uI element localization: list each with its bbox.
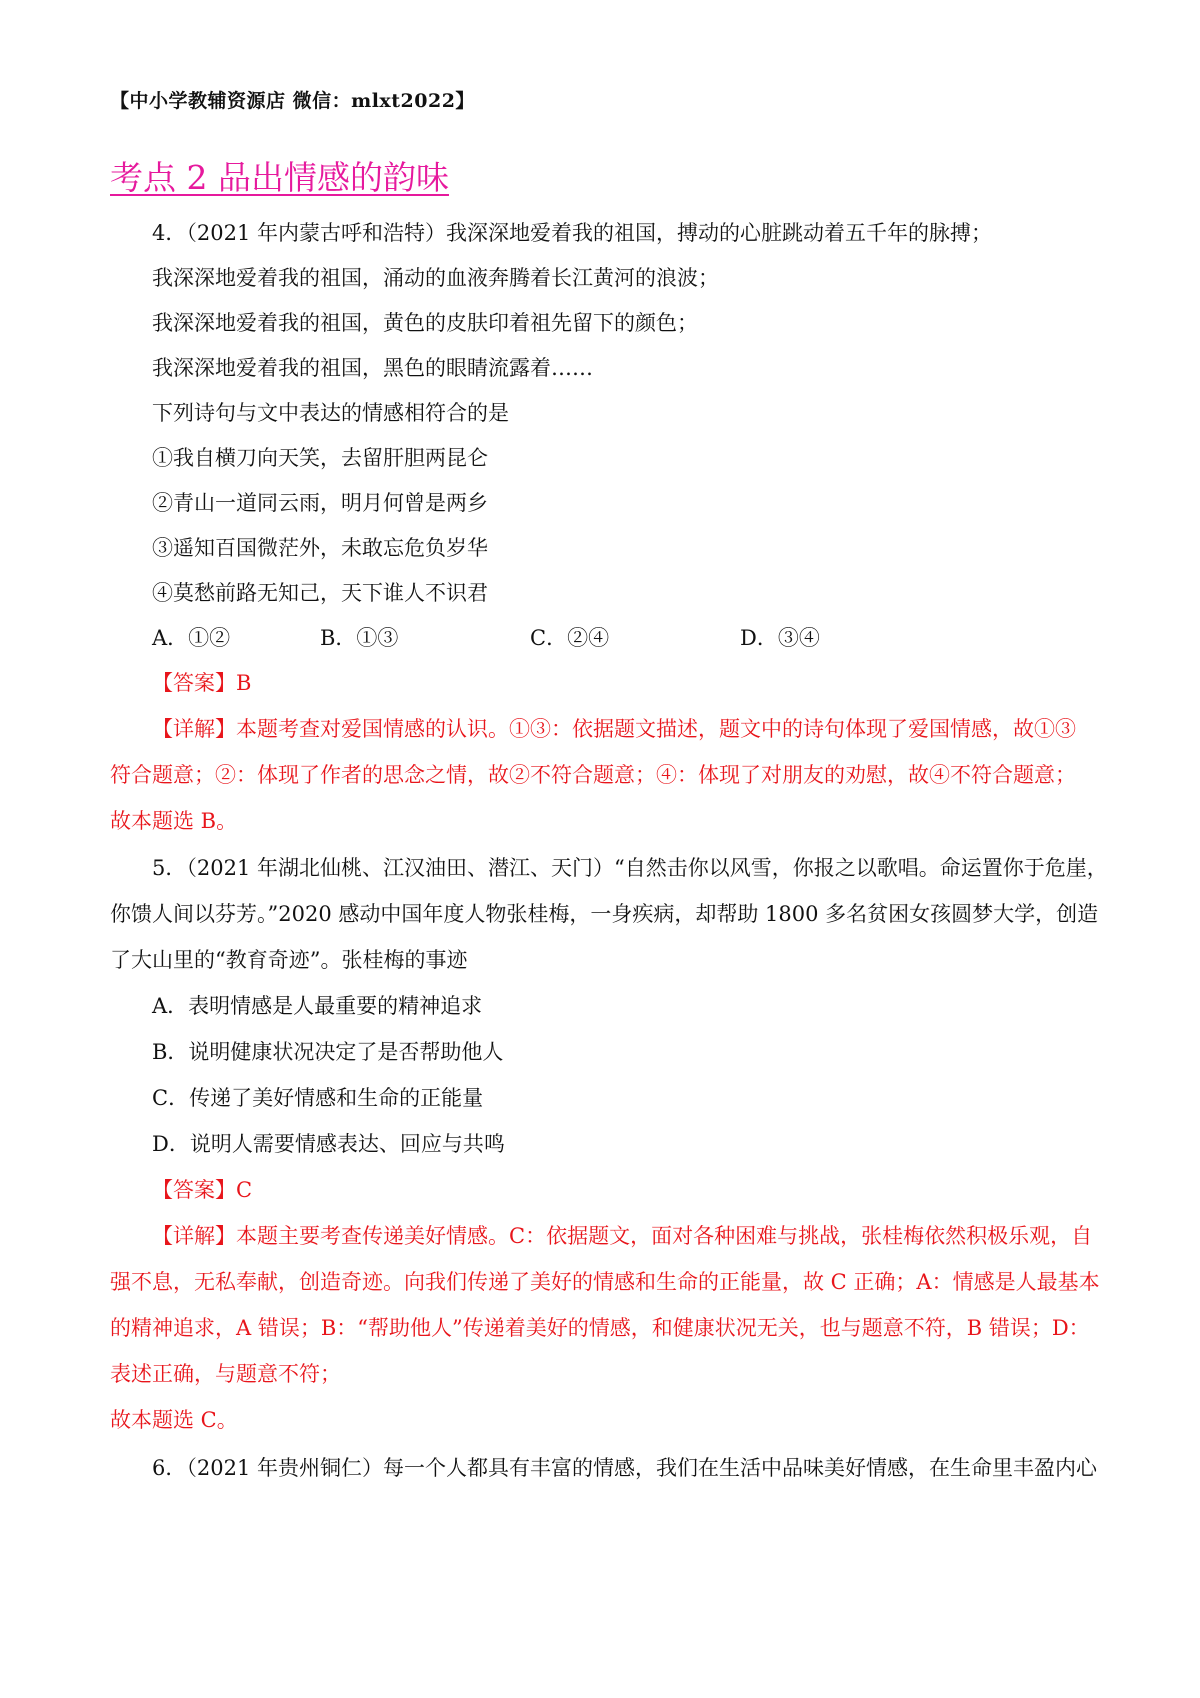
q4-stem: 4．（2021 年内蒙古呼和浩特）我深深地爱着我的祖国，搏动的心脏跳动着五千年的脉搏；: [152, 221, 992, 245]
header-note: 【中小学教辅资源店 微信：mlxt2022】: [110, 90, 475, 112]
q5-stem-line: 了大山里的“教育奇迹”。张桂梅的事迹: [110, 948, 468, 972]
q4-answer: 【答案】B: [152, 671, 252, 695]
q4-prompt: 下列诗句与文中表达的情感相符合的是: [152, 401, 509, 425]
q5-option-d: D．说明人需要情感表达、回应与共鸣: [152, 1132, 505, 1156]
q4-explain-line: 符合题意；②：体现了作者的思念之情，故②不符合题意；④：体现了对朋友的劝慰，故④不符合题意；: [110, 763, 1076, 787]
section-title: 考点 2 品出情感的韵味: [110, 158, 449, 197]
q4-option-d: D．③④: [740, 626, 820, 650]
q5-option-c: C．传递了美好情感和生命的正能量: [152, 1086, 484, 1110]
q5-explain-line: 的精神追求，A 错误；B：“帮助他人”传递着美好的情感，和健康状况无关，也与题意不符，B 错误；D：: [110, 1316, 1090, 1340]
q5-stem-line: 你馈人间以芬芳。”2020 感动中国年度人物张桂梅，一身疾病，却帮助 1800 多名贫困女孩圆梦大学，创造: [110, 902, 1099, 926]
q4-option-b: B．①③: [320, 626, 399, 650]
q5-explain-line: 【详解】本题主要考查传递美好情感。C：依据题文，面对各种困难与挑战，张桂梅依然积极乐观，自: [152, 1224, 1093, 1248]
q4-explain-line: 【详解】本题考查对爱国情感的认识。①③：依据题文描述，题文中的诗句体现了爱国情感，故①③: [152, 717, 1076, 741]
q4-option-c: C．②④: [530, 626, 610, 650]
q6-stem: 6．（2021 年贵州铜仁）每一个人都具有丰富的情感，我们在生活中品味美好情感，在生命里丰盈内心: [152, 1456, 1097, 1480]
q5-explain-line: 强不息，无私奉献，创造奇迹。向我们传递了美好的情感和生命的正能量，故 C 正确；A：情感是人最基本: [110, 1270, 1100, 1294]
q4-poem-line: 我深深地爱着我的祖国，黑色的眼睛流露着……: [152, 356, 593, 380]
q5-option-a: A．表明情感是人最重要的精神追求: [152, 994, 483, 1018]
q4-poem-line: 我深深地爱着我的祖国，涌动的血液奔腾着长江黄河的浪波；: [152, 266, 719, 290]
q5-stem-line: 5．（2021 年湖北仙桃、江汉油田、潜江、天门）“自然击你以风雪，你报之以歌唱。命运置你于危崖，: [152, 856, 1108, 880]
q4-item: ③遥知百国微茫外，未敢忘危负岁华: [152, 536, 488, 560]
q5-option-b: B．说明健康状况决定了是否帮助他人: [152, 1040, 504, 1064]
q4-item: ④莫愁前路无知己，天下谁人不识君: [152, 581, 488, 605]
q5-explain-line: 故本题选 C。: [110, 1408, 238, 1432]
q4-option-a: A．①②: [152, 626, 231, 650]
q4-options-row: [152, 623, 1052, 653]
q5-explain-line: 表述正确，与题意不符；: [110, 1362, 341, 1386]
q4-item: ①我自横刀向天笑，去留肝胆两昆仑: [152, 446, 488, 470]
q4-item: ②青山一道同云雨，明月何曾是两乡: [152, 491, 488, 515]
q4-poem-line: 我深深地爱着我的祖国，黄色的皮肤印着祖先留下的颜色；: [152, 311, 698, 335]
q5-answer: 【答案】C: [152, 1178, 253, 1202]
q4-explain-line: 故本题选 B。: [110, 809, 238, 833]
